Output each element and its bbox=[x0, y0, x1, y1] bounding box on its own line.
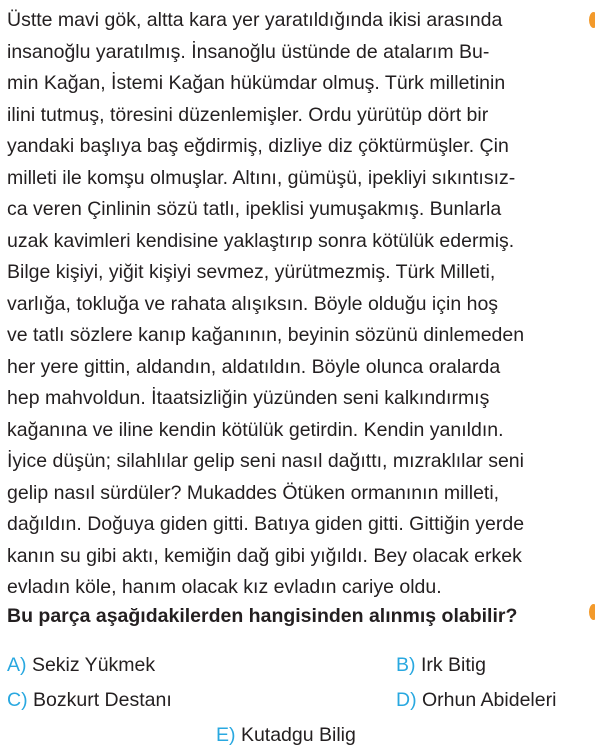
passage-line: ve tatlı sözlere kanıp kağanının, beyinin sözünü dinlemeden bbox=[7, 324, 525, 346]
option-b-paren: ) bbox=[409, 654, 416, 676]
passage-line: gelip nasıl sürdüler? Mukaddes Ötüken ormanının milleti, bbox=[7, 481, 500, 504]
option-d[interactable] bbox=[396, 685, 556, 715]
passage-line: hep mahvoldun. İtaatsizliğin yüzünden seni kalkındırmış bbox=[7, 387, 490, 409]
passage-line: Bilge kişiyi, yiğit kişiyi sevmez, yürütmezmiş. Türk Milleti, bbox=[7, 261, 496, 283]
passage-line: Üstte mavi gök, altta kara yer yaratıldığında ikisi arasında bbox=[7, 9, 503, 31]
passage-line: insanoğlu yaratılmış. İnsanoğlu üstünde de atalarım Bu- bbox=[7, 40, 490, 63]
option-d-text: Orhun Abideleri bbox=[422, 689, 557, 711]
option-e-letter: E bbox=[216, 724, 230, 746]
passage-line: kanın su gibi aktı, kemiğin dağ gibi yığıldı. Bey olacak erkek bbox=[7, 544, 522, 567]
option-c-paren: ) bbox=[21, 689, 28, 711]
passage-line: uzak kavimleri kendisine yaklaştırıp sonra kötülük edermiş. bbox=[7, 229, 515, 252]
passage-line: ilini tutmuş, töresini düzenlemişler. Ordu yürütüp dört bir bbox=[7, 103, 489, 126]
option-c-text: Bozkurt Destanı bbox=[33, 689, 172, 711]
option-b[interactable] bbox=[396, 650, 486, 680]
option-c-letter: C bbox=[7, 689, 22, 711]
option-e-paren: ) bbox=[229, 724, 236, 746]
passage-line: varlığa, tokluğa ve rahata alışıksın. Böyle olduğu için hoş bbox=[7, 292, 499, 315]
passage-line: her yere gittin, aldandın, aldatıldın. Böyle olunca oralarda bbox=[7, 355, 501, 378]
passage-line: dağıldın. Doğuya giden gitti. Batıya giden gitti. Gittiğin yerde bbox=[7, 513, 525, 535]
option-a-text: Sekiz Yükmek bbox=[31, 654, 156, 676]
passage-line: min Kağan, İstemi Kağan hükümdar olmuş. Türk milletinin bbox=[7, 72, 506, 94]
page-edge-mark-top bbox=[589, 12, 595, 28]
question-stem: Bu parça aşağıdakilerden hangisinden alınmış olabilir? bbox=[7, 605, 518, 627]
option-b-letter: B bbox=[396, 654, 410, 676]
option-a-letter: A bbox=[7, 654, 21, 676]
passage-line: milleti ile komşu olmuşlar. Altını, gümüşü, ipekliyi sıkıntısız- bbox=[7, 166, 516, 189]
option-e[interactable] bbox=[216, 720, 356, 750]
passage bbox=[7, 5, 595, 604]
option-a[interactable] bbox=[7, 650, 155, 680]
option-a-paren: ) bbox=[20, 654, 27, 676]
option-d-letter: D bbox=[396, 689, 411, 711]
passage-line: kağanına ve iline kendin kötülük getirdin. Kendin yanıldın. bbox=[7, 418, 504, 441]
option-e-text: Kutadgu Bilig bbox=[240, 724, 356, 746]
passage-line: ca veren Çinlinin sözü tatlı, ipeklisi yumuşakmış. Bunlarla bbox=[7, 198, 502, 220]
passage-line: İyice düşün; silahlılar gelip seni nasıl dağıttı, mızraklılar seni bbox=[7, 450, 524, 472]
option-d-paren: ) bbox=[410, 689, 417, 711]
passage-line: yandaki başlıya baş eğdirmiş, dizliye diz çöktürmüşler. Çin bbox=[7, 135, 509, 157]
passage-line: evladın köle, hanım olacak kız evladın cariye oldu. bbox=[7, 576, 442, 598]
option-c[interactable] bbox=[7, 685, 172, 715]
option-b-text: Irk Bitig bbox=[420, 654, 486, 676]
page-edge-mark-question bbox=[589, 604, 595, 620]
